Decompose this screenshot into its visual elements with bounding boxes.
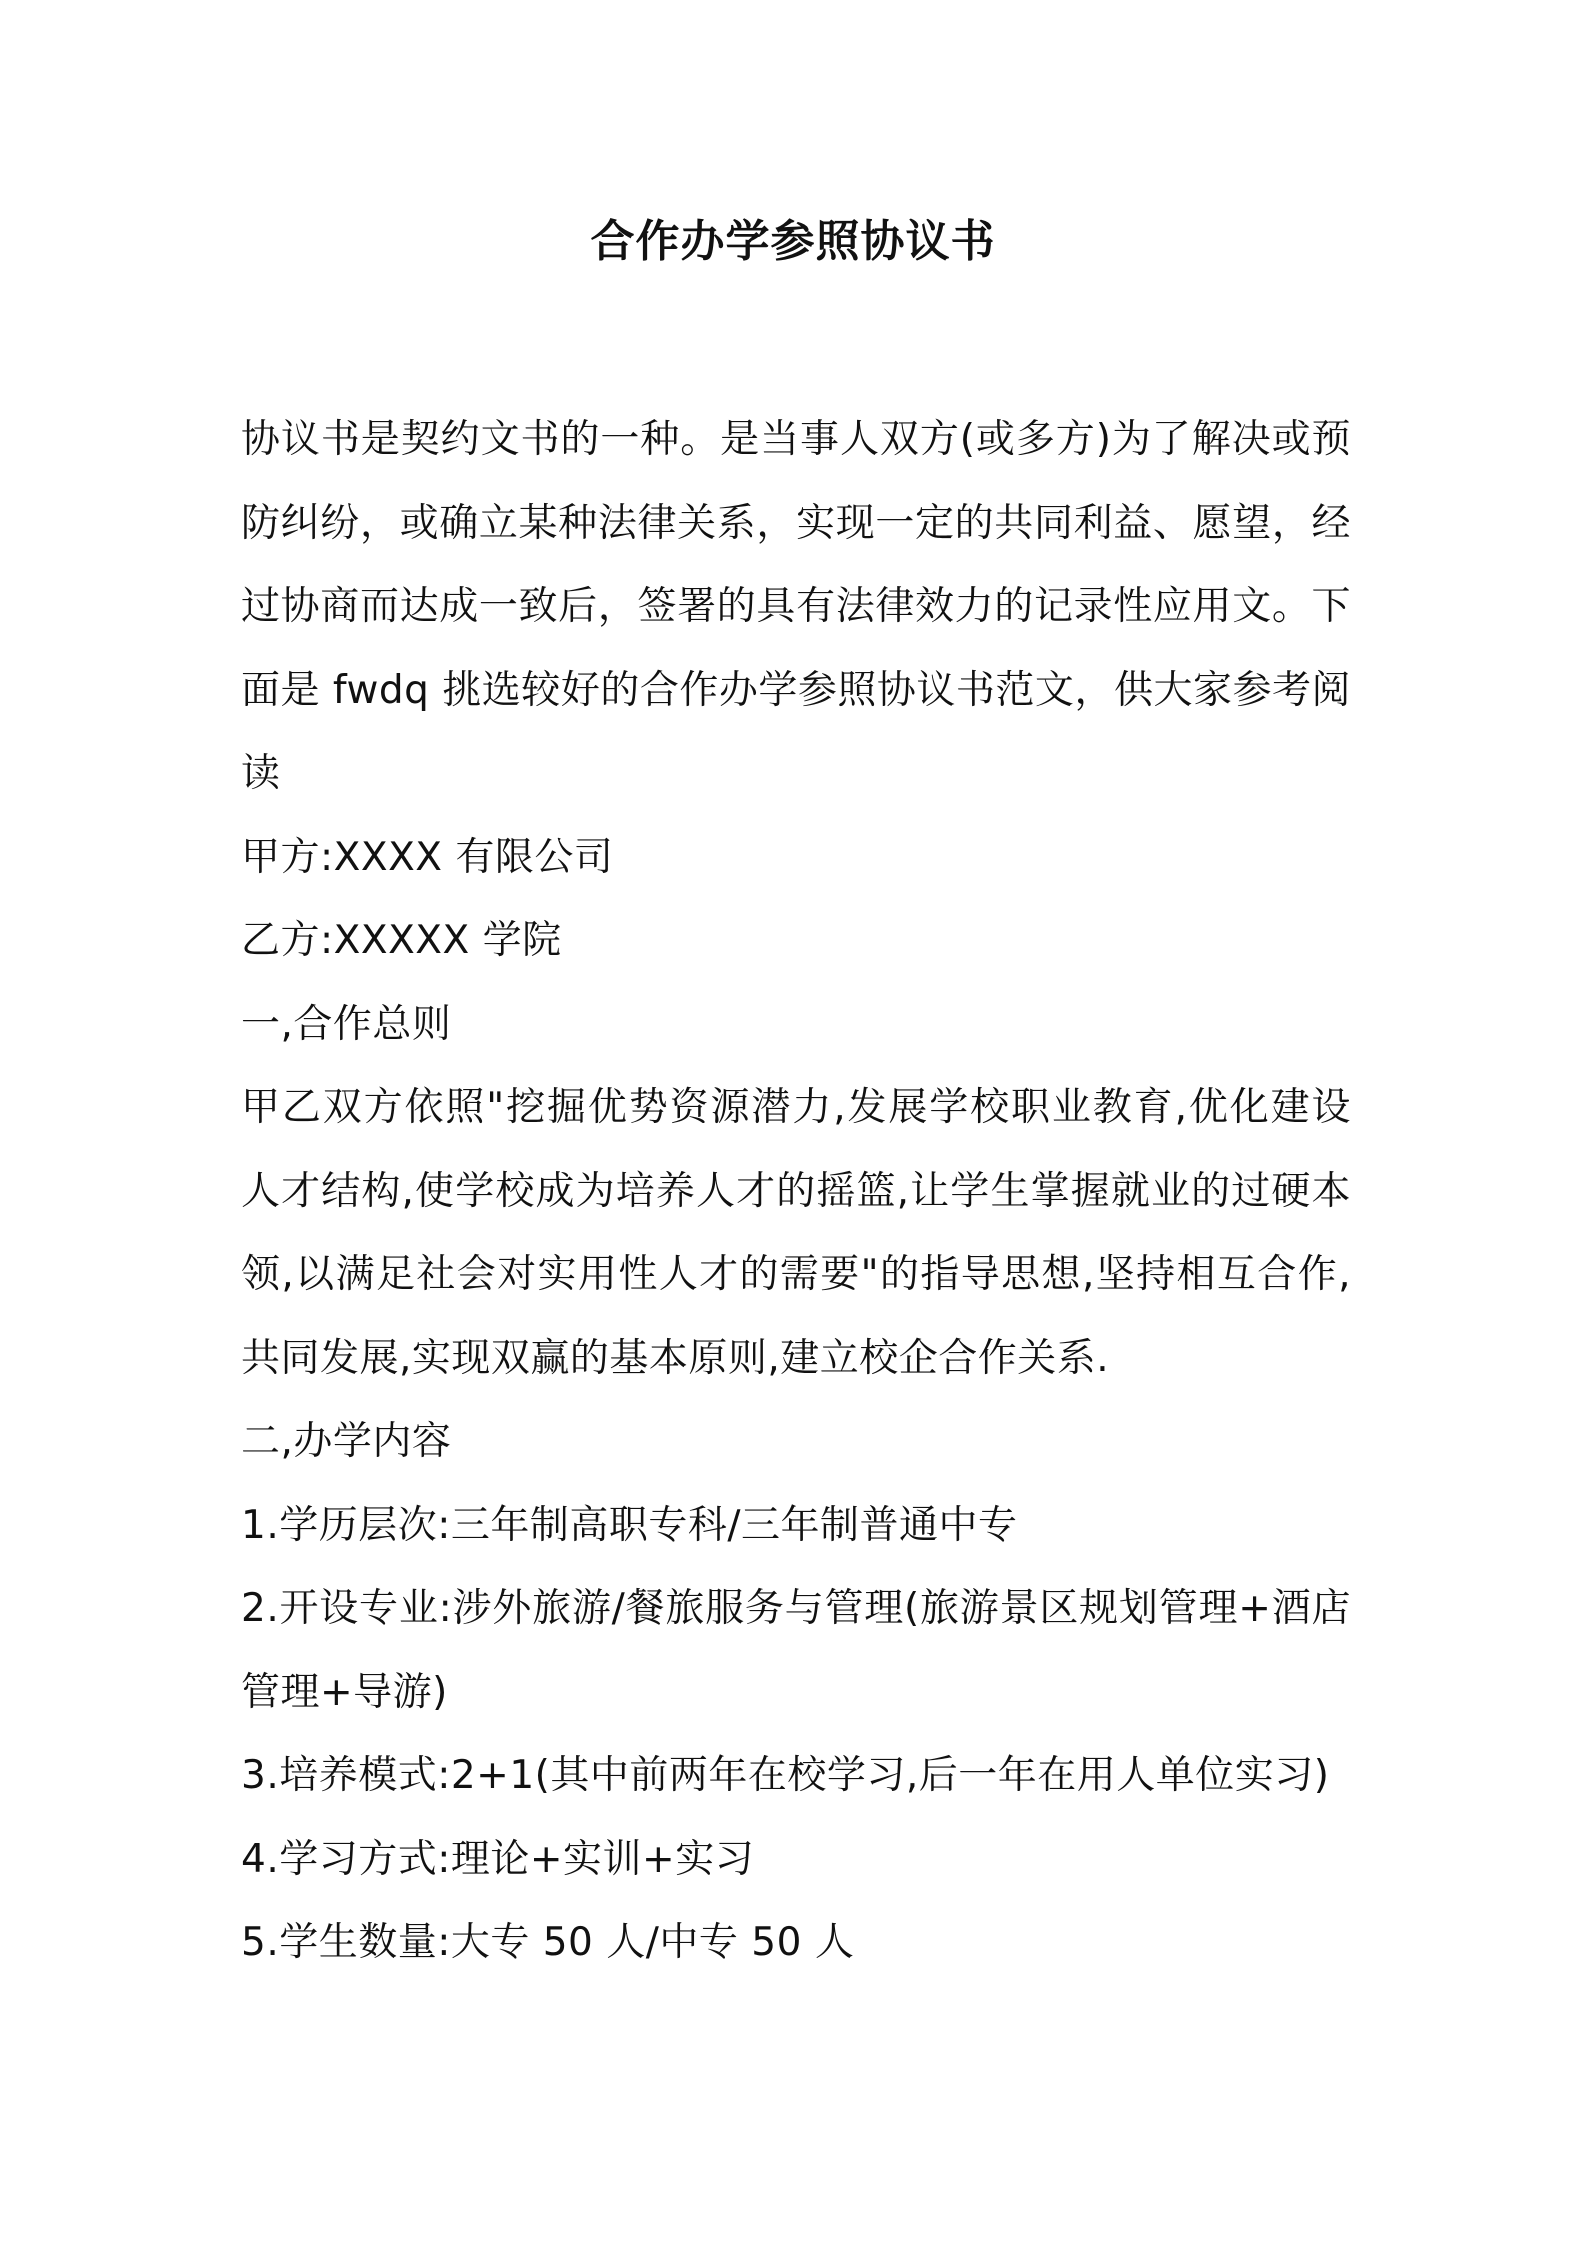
party-a-line: 甲方:XXXX 有限公司	[241, 834, 614, 880]
section-1-heading: 一,合作总则	[241, 1001, 452, 1047]
list-item-training-model: 3.培养模式:2+1(其中前两年在校学习,后一年在用人单位实习)	[241, 1753, 1330, 1798]
section-2-heading: 二,办学内容	[241, 1419, 452, 1464]
intro-paragraph: 协议书是契约文书的一种。是当事人双方(或多方)为了解决或预防纠纷，或确立某种法律关系，实现一定的共同利益、愿望，经过协商而达成一致后，签署的具有法律效力的记录性应用文。下面是 fwdq 挑选较好的合作办学参照协议书范文，供大家参考阅读	[241, 417, 1351, 796]
document-title: 合作办学参照协议书	[590, 216, 996, 267]
document-body	[241, 398, 1351, 1985]
list-item-education-level: 1.学历层次:三年制高职专科/三年制普通中专	[241, 1502, 1018, 1548]
section-1-paragraph: 甲乙双方依照"挖掘优势资源潜力,发展学校职业教育,优化建设人才结构,使学校成为培养人才的摇篮,让学生掌握就业的过硬本领,以满足社会对实用性人才的需要"的指导思想,坚持相互合作,共同发展,实现双赢的基本原则,建立校企合作关系.	[241, 1085, 1351, 1381]
list-item-student-count: 5.学生数量:大专 50 人/中专 50 人	[241, 1920, 855, 1965]
list-item-majors: 2.开设专业:涉外旅游/餐旅服务与管理(旅游景区规划管理+酒店管理+导游)	[241, 1586, 1351, 1715]
list-item-learning-method: 4.学习方式:理论+实训+实习	[241, 1836, 755, 1882]
party-b-line: 乙方:XXXXX 学院	[241, 918, 562, 963]
